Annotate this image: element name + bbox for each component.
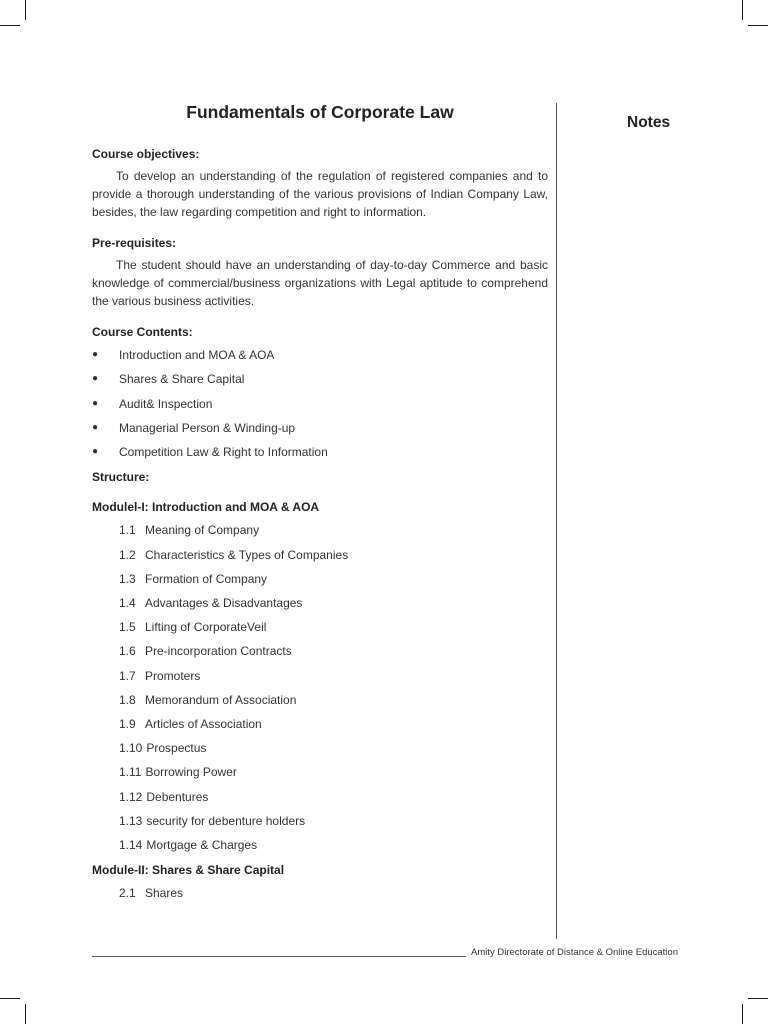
list-item-label: Introduction and MOA & AOA bbox=[119, 348, 275, 362]
topic-item bbox=[92, 884, 548, 908]
crop-mark-bottom-right bbox=[748, 998, 768, 999]
objectives-heading: Course objectives: bbox=[92, 147, 200, 161]
topic-label: Memorandum of Association bbox=[145, 692, 297, 707]
crop-mark-bottom-left bbox=[0, 998, 20, 999]
topic-item bbox=[92, 788, 548, 812]
notes-label: Notes bbox=[627, 114, 671, 131]
topic-label: Debentures bbox=[146, 789, 209, 804]
topic-item bbox=[92, 715, 548, 739]
list-item bbox=[92, 395, 548, 419]
topic-item bbox=[92, 521, 548, 545]
course-contents-heading: Course Contents: bbox=[92, 325, 193, 339]
topic-label: Promoters bbox=[145, 668, 201, 683]
topic-item bbox=[92, 667, 548, 691]
topic-number: 1.3 bbox=[119, 571, 136, 586]
topic-number: 1.6 bbox=[119, 644, 136, 659]
list-item-label: Managerial Person & Winding-up bbox=[119, 420, 296, 435]
list-item-label: Audit& Inspection bbox=[119, 396, 213, 411]
topic-label: Characteristics & Types of Companies bbox=[145, 547, 349, 562]
topic-label: Borrowing Power bbox=[145, 765, 237, 780]
bullet-icon: ● bbox=[92, 397, 99, 409]
topic-label: Articles of Association bbox=[145, 716, 262, 731]
module-1-heading: Modulel-I: Introduction and MOA & AOA bbox=[92, 500, 320, 515]
topic-number: 1.1 bbox=[119, 523, 136, 538]
structure-heading: Structure: bbox=[92, 470, 150, 485]
topic-label: Lifting of CorporateVeil bbox=[145, 620, 267, 635]
topic-number: 1.2 bbox=[119, 547, 136, 562]
crop-mark-top-right bbox=[742, 0, 743, 20]
footer-text: Amity Directorate of Distance & Online Education bbox=[471, 947, 678, 958]
topic-item bbox=[92, 691, 548, 715]
list-item bbox=[92, 346, 548, 370]
topic-label: Formation of Company bbox=[145, 571, 268, 586]
topic-label: security for debenture holders bbox=[146, 813, 306, 828]
topic-item bbox=[92, 546, 548, 570]
topic-number: 1.9 bbox=[119, 716, 136, 731]
objectives-paragraph: To develop an understanding of the regulation of registered companies and to provide a thorough understanding of the various provisions of Indian Company Law, besides, the law regarding competition and right to information. bbox=[92, 169, 548, 219]
topic-label: Prospectus bbox=[146, 741, 207, 756]
list-item-label: Competition Law & Right to Information bbox=[119, 445, 328, 460]
topic-label: Shares bbox=[145, 886, 184, 901]
module-2-topic-list bbox=[92, 884, 548, 908]
topic-number: 1.14 bbox=[119, 837, 143, 852]
topic-number: 1.11 bbox=[119, 765, 142, 780]
bullet-icon: ● bbox=[92, 349, 99, 360]
main-content bbox=[92, 146, 548, 908]
list-item bbox=[92, 443, 548, 467]
bullet-icon: ● bbox=[92, 446, 99, 458]
crop-mark-top-right bbox=[748, 25, 768, 26]
module-2-heading: Module-II: Shares & Share Capital bbox=[92, 863, 285, 878]
list-item bbox=[92, 370, 548, 394]
footer-rule bbox=[92, 956, 466, 957]
topic-number: 1.7 bbox=[119, 668, 136, 683]
topic-item bbox=[92, 642, 548, 666]
topic-number: 1.12 bbox=[119, 789, 143, 804]
notes-column-divider bbox=[556, 103, 557, 939]
topic-number: 1.8 bbox=[119, 692, 136, 707]
topic-item bbox=[92, 594, 548, 618]
topic-number: 1.13 bbox=[119, 813, 143, 828]
prerequisites-paragraph: The student should have an understanding of day-to-day Commerce and basic knowledge of commercial/business organizations with Legal aptitude to comprehend the various business activities. bbox=[92, 258, 548, 308]
list-item-label: Shares & Share Capital bbox=[119, 372, 245, 387]
topic-label: Mortgage & Charges bbox=[146, 837, 258, 852]
prerequisites-heading: Pre-requisites: bbox=[92, 236, 177, 250]
topic-label: Advantages & Disadvantages bbox=[145, 596, 303, 611]
topic-item bbox=[92, 836, 548, 860]
bullet-icon: ● bbox=[92, 421, 99, 433]
topic-number: 1.5 bbox=[119, 620, 136, 635]
course-contents-list bbox=[92, 346, 548, 467]
crop-mark-bottom-left bbox=[25, 1004, 26, 1024]
topic-number: 2.1 bbox=[119, 886, 136, 901]
topic-item bbox=[92, 739, 548, 763]
topic-item bbox=[92, 570, 548, 594]
topic-label: Meaning of Company bbox=[145, 523, 260, 538]
crop-mark-bottom-right bbox=[742, 1004, 743, 1024]
topic-label: Pre-incorporation Contracts bbox=[145, 644, 292, 659]
topic-number: 1.10 bbox=[119, 741, 143, 756]
topic-item bbox=[92, 763, 548, 787]
module-1-topic-list bbox=[92, 521, 548, 860]
crop-mark-top-left bbox=[25, 0, 26, 20]
crop-mark-top-left bbox=[0, 25, 20, 26]
topic-number: 1.4 bbox=[119, 596, 136, 611]
list-item bbox=[92, 419, 548, 443]
topic-item bbox=[92, 812, 548, 836]
page-title: Fundamentals of Corporate Law bbox=[186, 102, 454, 122]
bullet-icon: ● bbox=[92, 373, 99, 385]
topic-item bbox=[92, 618, 548, 642]
